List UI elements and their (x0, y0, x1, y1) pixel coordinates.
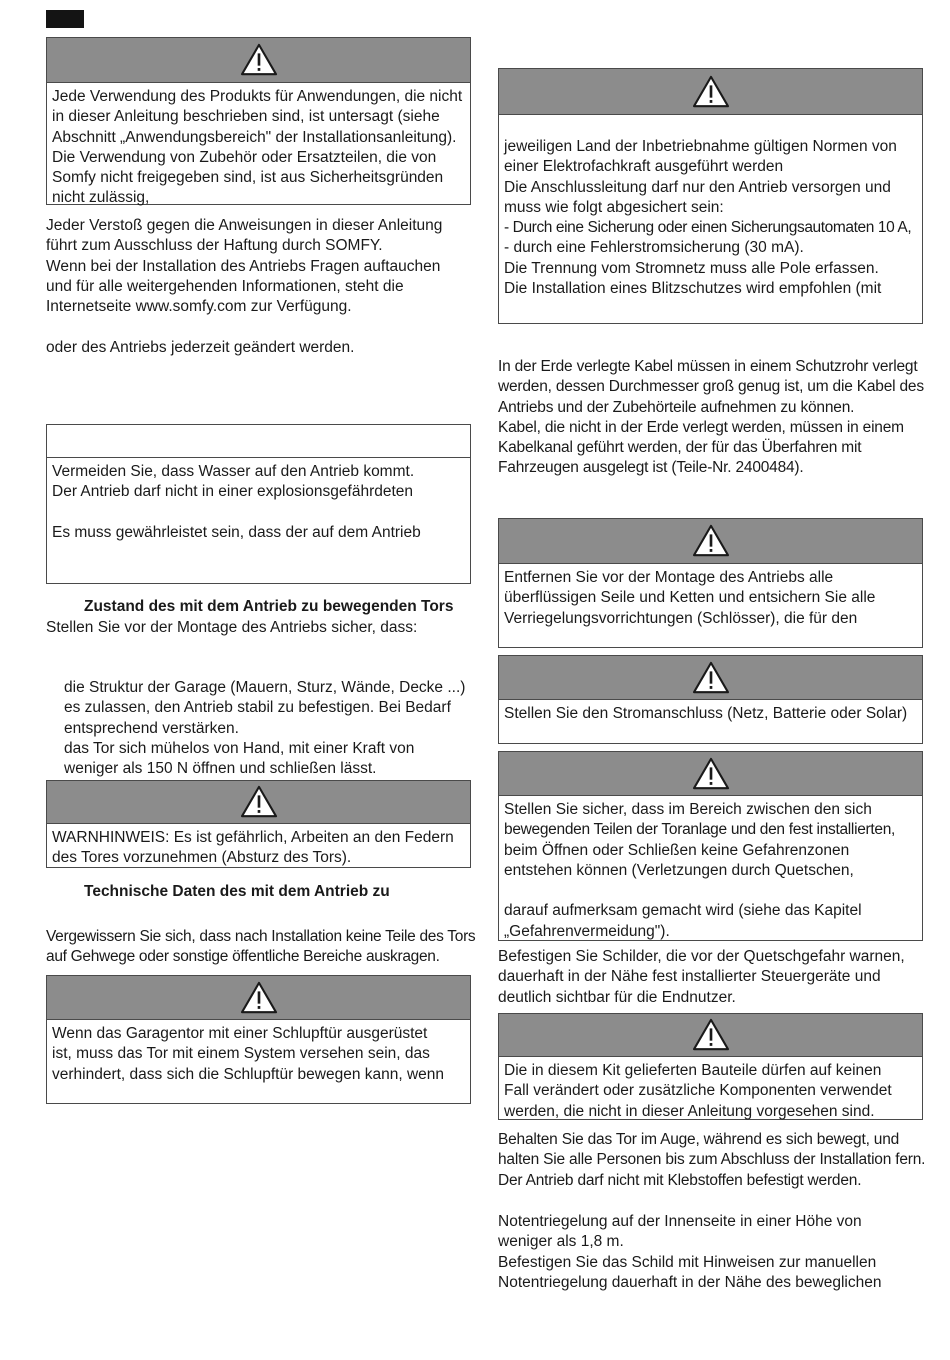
warning-icon (240, 43, 278, 77)
text-line: werden, die nicht in dieser Anleitung vorgesehen sind. (504, 1102, 875, 1120)
text-line: Abschnitt „Anwendungsbereich" der Installationsanleitung). (52, 128, 457, 146)
paragraph-before-mounting: Stellen Sie vor der Montage des Antriebs sicher, dass: (46, 619, 418, 636)
text-line: weniger als 1,8 m. (498, 1233, 624, 1251)
warning-box-springs (46, 780, 471, 868)
text-line: darauf aufmerksam gemacht wird (siehe das Kapitel (504, 902, 862, 920)
text-line: oder des Antriebs jederzeit geändert werden. (46, 339, 355, 356)
list-line: weniger als 150 N öffnen und schließen lässt. (64, 760, 377, 778)
page-tab-marker (46, 10, 84, 28)
text-line: Notentriegelung auf der Innenseite in einer Höhe von (498, 1213, 862, 1230)
text-line: „Gefahrenvermeidung"). (504, 922, 670, 940)
text-line: werden, dessen Durchmesser groß genug ist, um die Kabel des (498, 378, 924, 396)
paragraph-liability (46, 216, 471, 317)
text-line: verhindert, dass sich die Schlupftür bewegen kann, wenn (52, 1065, 445, 1083)
warning-box-header (47, 976, 470, 1020)
warning-box-header (499, 656, 922, 700)
text-line: des Tores vorzunehmen (Absturz des Tors). (52, 849, 352, 867)
paragraph-cables (498, 357, 923, 479)
checklist (64, 678, 471, 779)
text-line (52, 503, 466, 523)
warning-icon (692, 75, 730, 109)
warning-box-text (47, 1020, 470, 1085)
text-line: Jede Verwendung des Produkts für Anwendungen, die nicht (52, 88, 463, 105)
text-line: Somfy nicht freigegeben sind, ist aus Sicherheitsgründen (52, 169, 444, 187)
text-line (504, 881, 918, 901)
warning-box-danger-zones (498, 751, 923, 941)
text-line: Die Anschlussleitung darf nur den Antrieb versorgen und (504, 178, 891, 196)
paragraph-change-note (46, 338, 471, 358)
info-box-header (47, 425, 470, 458)
text-line: WARNHINWEIS: Es ist gefährlich, Arbeiten an den Federn (52, 829, 454, 846)
text-line: in dieser Anleitung beschrieben sind, ist untersagt (siehe (52, 108, 440, 126)
text-line: In der Erde verlegte Kabel müssen in einem Schutzrohr verlegt (498, 358, 918, 375)
text-line: Es muss gewährleistet sein, dass der auf dem Antrieb (52, 523, 421, 541)
text-line: deutlich sichtbar für die Endnutzer. (498, 988, 736, 1006)
text-line: Entfernen Sie vor der Montage des Antriebs alle (504, 569, 834, 586)
warning-box-header (47, 38, 470, 83)
warning-box-text (499, 796, 922, 942)
list-line: die Struktur der Garage (Mauern, Sturz, Wände, Decke ...) (64, 679, 466, 696)
text-line: Fahrzeugen ausgelegt ist (Teile-Nr. 2400484). (498, 459, 804, 477)
list-line: das Tor sich mühelos von Hand, mit einer Kraft von (64, 739, 415, 757)
text-line: Stellen Sie den Stromanschluss (Netz, Batterie oder Solar) (504, 705, 908, 722)
warning-box-header (499, 69, 922, 115)
warning-box-power (498, 655, 923, 744)
text-line: bewegenden Teilen der Toranlage und den fest installierten, (504, 821, 896, 839)
warning-box-text (499, 564, 922, 629)
warning-box-kit-parts (498, 1013, 923, 1120)
section-heading-technical-data: Technische Daten des mit dem Antrieb zu (84, 883, 390, 900)
text-line: Befestigen Sie Schilder, die vor der Quetschgefahr warnen, (498, 948, 905, 965)
text-line: Die Trennung vom Stromnetz muss alle Pole erfassen. (504, 259, 879, 277)
warning-box-header (499, 519, 922, 564)
text-line: Jeder Verstoß gegen die Anweisungen in dieser Anleitung (46, 217, 443, 234)
text-line: Wenn bei der Installation des Antriebs Fragen auftauchen (46, 257, 441, 275)
text-line: beim Öffnen oder Schließen keine Gefahrenzonen (504, 841, 850, 859)
text-line: Antriebs und der Zubehörteile aufnehmen zu können. (498, 398, 855, 416)
info-box-text (47, 458, 470, 543)
warning-icon (692, 757, 730, 791)
text-line: Die in diesem Kit gelieferten Bauteile dürfen auf keinen (504, 1062, 882, 1079)
text-line: Die Verwendung von Zubehör oder Ersatzteilen, die von (52, 148, 437, 166)
warning-box-header (47, 781, 470, 824)
text-line: auf Gehwege oder sonstige öffentliche Bereiche auskragen. (46, 948, 440, 966)
warning-box-text (499, 115, 922, 299)
text-line: Kabelkanal geführt werden, der für das Überfahren mit (498, 439, 862, 457)
list-line: entsprechend verstärken. (64, 719, 239, 737)
warning-box-usage (46, 37, 471, 205)
warning-box-header (499, 1014, 922, 1057)
text-line: jeweiligen Land der Inbetriebnahme gültigen Normen von (504, 138, 897, 155)
text-line: einer Elektrofachkraft ausgeführt werden (504, 158, 784, 176)
warning-box-header (499, 752, 922, 796)
text-line: Befestigen Sie das Schild mit Hinweisen zur manuellen (498, 1253, 877, 1271)
text-line: überflüssigen Seile und Ketten und entsichern Sie alle (504, 589, 876, 607)
section-heading-door-condition: Zustand des mit dem Antrieb zu bewegenden Tors (84, 598, 454, 615)
text-line: und für alle weitergehenden Informationen, steht die (46, 277, 404, 295)
text-line: halten Sie alle Personen bis zum Abschluss der Installation fern. (498, 1151, 926, 1169)
warning-icon (240, 981, 278, 1015)
warning-box-text (499, 700, 922, 724)
text-line: Verriegelungsvorrichtungen (Schlösser), die für den (504, 609, 858, 627)
warning-box-electrical (498, 68, 923, 324)
text-line: Die Installation eines Blitzschutzes wird empfohlen (mit (504, 280, 882, 298)
text-line: Stellen Sie sicher, dass im Bereich zwischen den sich (504, 801, 872, 818)
text-line: Notentriegelung dauerhaft in der Nähe des beweglichen (498, 1273, 882, 1291)
text-line: Behalten Sie das Tor im Auge, während es sich bewegt, und (498, 1131, 900, 1148)
paragraph-projection (46, 927, 476, 968)
text-line: Kabel, die nicht in der Erde verlegt werden, müssen in einem (498, 418, 904, 436)
text-line: entstehen können (Verletzungen durch Quetschen, (504, 861, 854, 879)
text-line: - durch eine Fehlerstromsicherung (30 mA). (504, 239, 804, 257)
warning-box-remove-ropes (498, 518, 923, 648)
text-line: Internetseite www.somfy.com zur Verfügung. (46, 298, 352, 316)
warning-icon (692, 1018, 730, 1052)
text-line: führt zum Ausschluss der Haftung durch SOMFY. (46, 237, 383, 255)
text-line: Wenn das Garagentor mit einer Schlupftür ausgerüstet (52, 1025, 428, 1042)
warning-box-wicket-door (46, 975, 471, 1104)
text-line: muss wie folgt abgesichert sein: (504, 198, 724, 216)
warning-icon (692, 524, 730, 558)
paragraph-emergency-release (498, 1212, 923, 1293)
warning-icon (240, 785, 278, 819)
text-line: Fall verändert oder zusätzliche Komponenten verwendet (504, 1082, 892, 1100)
text-line: ist, muss das Tor mit einem System versehen sein, das (52, 1045, 430, 1063)
paragraph-signs (498, 947, 923, 1008)
text-line: - Durch eine Sicherung oder einen Sicherungsautomaten 10 A, (504, 219, 912, 237)
warning-box-text (47, 83, 470, 209)
text-line: Vergewissern Sie sich, dass nach Installation keine Teile des Tors (46, 928, 476, 945)
text-line: dauerhaft in der Nähe fest installierter Steuergeräte und (498, 968, 881, 986)
text-line: Vermeiden Sie, dass Wasser auf den Antrieb kommt. (52, 463, 415, 480)
text-line: Der Antrieb darf nicht mit Klebstoffen befestigt werden. (498, 1171, 862, 1189)
warning-icon (692, 661, 730, 695)
list-line: es zulassen, den Antrieb stabil zu befestigen. Bei Bedarf (64, 699, 451, 717)
warning-box-text (47, 824, 470, 869)
text-line: nicht zulässig, (52, 189, 150, 207)
text-line: Der Antrieb darf nicht in einer explosionsgefährdeten (52, 483, 414, 501)
warning-box-text (499, 1057, 922, 1122)
paragraph-watch-door (498, 1130, 926, 1191)
info-box-environment (46, 424, 471, 584)
